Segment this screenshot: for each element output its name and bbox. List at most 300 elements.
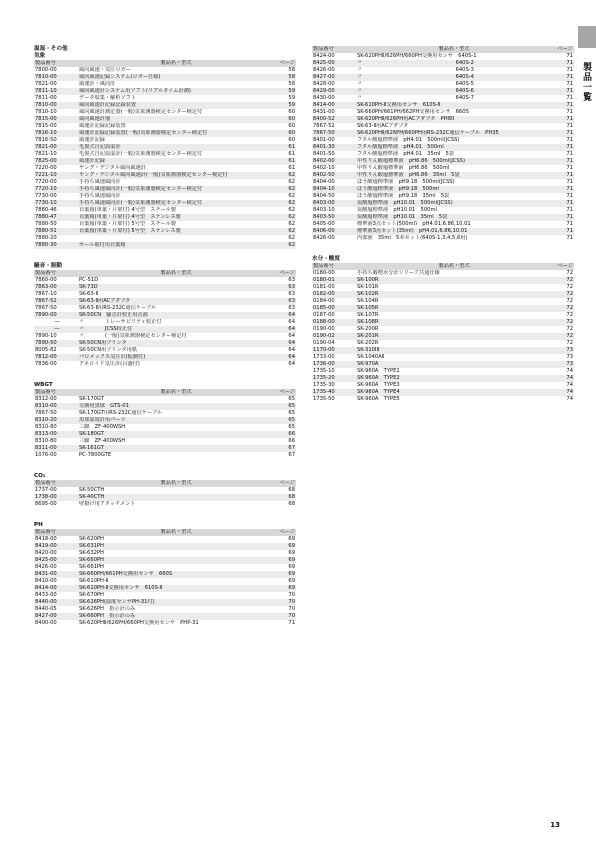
- product-name: SK-620PH: [79, 536, 104, 542]
- page-ref: 71: [566, 214, 573, 220]
- table-row: [34, 144, 296, 151]
- header-page: ページ: [557, 263, 573, 269]
- table-header: [312, 263, 574, 270]
- table-row: [312, 305, 574, 312]
- product-name: 三脚 ZF-400WSH: [79, 438, 126, 444]
- page-ref: 74: [566, 389, 573, 395]
- page-ref: 72: [566, 319, 573, 325]
- product-name: 百葉箱(単葉・片扉付) 4号型 ステンレス製: [79, 214, 181, 220]
- table-row: [312, 382, 574, 389]
- table-row: [34, 396, 296, 403]
- product-name: 手持ち穀物水分計シリーズ共通仕様: [357, 270, 440, 276]
- product-number: 8414-00: [35, 585, 57, 591]
- product-name: SK-202R: [357, 340, 379, 346]
- product-name: 〃 640S-5: [357, 81, 474, 87]
- table-row: [312, 389, 574, 396]
- table-row: [34, 417, 296, 424]
- page-ref: 61: [288, 144, 295, 150]
- product-section: [34, 382, 296, 459]
- product-name: SK-626PH 指示計のみ: [79, 606, 136, 612]
- table-row: [312, 298, 574, 305]
- table-row: [34, 550, 296, 557]
- page-ref: 70: [288, 606, 295, 612]
- product-number: 8310-80: [35, 424, 57, 430]
- page-ref: 60: [288, 130, 295, 136]
- table-row: [312, 186, 574, 193]
- product-number: 8404-00: [313, 179, 335, 185]
- product-number: 7730-00: [35, 193, 57, 199]
- table-row: [34, 438, 296, 445]
- page-ref: 71: [566, 53, 573, 59]
- product-name: SK-107R: [357, 312, 379, 318]
- product-number: 1736-00: [313, 361, 335, 367]
- page-ref: 71: [566, 130, 573, 136]
- product-number: 7867-50: [35, 305, 57, 311]
- product-number: 1735-50: [313, 396, 335, 402]
- product-number: 1076-00: [35, 452, 57, 458]
- page-ref: 71: [566, 179, 573, 185]
- header-page: ページ: [279, 389, 295, 395]
- page-ref: 63: [288, 305, 295, 311]
- page-ref: 72: [566, 340, 573, 346]
- table-row: [34, 410, 296, 417]
- product-name: 風向風速計測定器(一般)気象測器検定センター検定付: [79, 109, 203, 115]
- product-name: 〃 JCSS校正付: [79, 326, 133, 332]
- page-ref: 71: [566, 88, 573, 94]
- product-name: SK-960A TYPE1: [357, 368, 400, 374]
- page-ref: 64: [288, 326, 295, 332]
- product-number: 7800-00: [35, 67, 57, 73]
- product-number: 7890-50: [35, 340, 57, 346]
- product-number: 8427-00: [35, 613, 57, 619]
- product-table: [312, 46, 574, 242]
- table-row: [312, 235, 574, 242]
- product-number: 7720-10: [35, 186, 57, 192]
- page-ref: 72: [566, 298, 573, 304]
- product-name: 手持ち風速風向計: [79, 193, 121, 199]
- product-name: SK-180GT: [79, 431, 104, 437]
- header-product-name: 製品名・型式: [160, 529, 192, 535]
- page-ref: 67: [288, 445, 295, 451]
- product-number: 7890-10: [35, 333, 57, 339]
- header-page: ページ: [557, 46, 573, 52]
- product-name: 中性りん酸塩標準液 pH6.86 35ml 5袋: [357, 172, 460, 178]
- product-table: [34, 480, 296, 508]
- table-row: [34, 599, 296, 606]
- product-number: 7880-50: [35, 221, 57, 227]
- page-ref: 69: [288, 571, 295, 577]
- page-ref: 62: [288, 193, 295, 199]
- product-section: [312, 46, 574, 242]
- page-ref: 59: [288, 88, 295, 94]
- product-name: SK-108R: [357, 319, 379, 325]
- product-name: ヤング・デジタル風向風速計(一般)気象測器検定センター検定付: [79, 172, 228, 178]
- table-row: [312, 368, 574, 375]
- table-row: [312, 228, 574, 235]
- page-ref: 69: [288, 557, 295, 563]
- table-row: [34, 452, 296, 459]
- product-name: 〃 640S-2: [357, 60, 474, 66]
- product-name: 中性りん酸塩標準液 pH6.86 500ml(JCSS): [357, 158, 465, 164]
- page-ref: 72: [566, 270, 573, 276]
- product-number: 8426-00: [313, 67, 335, 73]
- table-row: [312, 137, 574, 144]
- table-row: [312, 200, 574, 207]
- product-name: 交換用黒球 GTS-01: [79, 403, 129, 409]
- page-ref: 66: [288, 431, 295, 437]
- product-name: SK-631PH: [79, 543, 104, 549]
- table-row: [34, 214, 296, 221]
- page-ref: 62: [288, 214, 295, 220]
- page-ref: 62: [288, 221, 295, 227]
- table-row: [312, 53, 574, 60]
- table-row: [34, 564, 296, 571]
- page-ref: 69: [288, 578, 295, 584]
- product-name: SK-661PH: [79, 564, 104, 570]
- page-ref: 60: [288, 137, 295, 143]
- product-name: 手持ち風速風向計(一般)気象測器検定センター検定付: [79, 186, 203, 192]
- product-name: SK-660PH 指示計のみ: [79, 613, 136, 619]
- product-name: パロメックス気圧計(振動付): [79, 354, 146, 360]
- table-row: [34, 592, 296, 599]
- page-ref: 60: [288, 109, 295, 115]
- product-number: 0184-00: [313, 298, 335, 304]
- page-ref: 61: [288, 151, 295, 157]
- product-name: 風速計記録: [79, 137, 105, 143]
- page-ref: 73: [566, 361, 573, 367]
- page-ref: 62: [288, 179, 295, 185]
- table-row: [34, 179, 296, 186]
- product-number: 8424-00: [313, 53, 335, 59]
- product-number: 0190-04: [313, 340, 335, 346]
- product-name: SK-660PH/661PH/662PH交換用センサ 660S: [357, 109, 469, 115]
- table-header: [34, 529, 296, 536]
- header-product-number: 製品番号: [35, 389, 56, 395]
- product-name: SK-670PH: [79, 592, 104, 598]
- product-name: 風速計・風向計: [79, 81, 116, 87]
- product-number: 7890-00: [35, 312, 57, 318]
- page-ref: 71: [566, 95, 573, 101]
- header-product-name: 製品名・型式: [160, 60, 192, 66]
- product-number: 8402-50: [313, 172, 335, 178]
- product-number: 8401-30: [313, 144, 335, 150]
- product-name: 三脚 ZF-400WSH: [79, 424, 126, 430]
- product-number: 1733-00: [313, 354, 335, 360]
- table-row: [34, 193, 296, 200]
- page-ref: 58: [288, 67, 295, 73]
- product-number: 7221-10: [35, 172, 57, 178]
- table-row: [312, 130, 574, 137]
- page-ref: 71: [566, 228, 573, 234]
- table-header: [34, 480, 296, 487]
- left-column: [34, 46, 296, 641]
- product-number: 8404-10: [313, 186, 335, 192]
- page-ref: 71: [566, 172, 573, 178]
- page-ref: 64: [288, 354, 295, 360]
- product-number: 8426-00: [313, 235, 335, 241]
- page-ref: 68: [288, 501, 295, 507]
- table-row: [34, 312, 296, 319]
- table-row: [34, 431, 296, 438]
- right-column: [312, 46, 574, 417]
- product-number: 0181-00: [313, 284, 335, 290]
- page-ref: 71: [566, 165, 573, 171]
- product-number: 7720-00: [35, 179, 57, 185]
- product-name: SK-50CTH: [79, 487, 105, 493]
- page-ref: 71: [288, 620, 295, 626]
- page-number: 13: [550, 821, 560, 829]
- page-ref: 64: [288, 361, 295, 367]
- table-row: [34, 543, 296, 550]
- table-row: [34, 326, 296, 333]
- product-number: 1738-00: [35, 494, 57, 500]
- product-number: 8695-00: [35, 501, 57, 507]
- product-name: 炭酸塩標準液 pH10.01 35ml 5袋: [357, 214, 448, 220]
- product-table: [34, 60, 296, 249]
- header-product-number: 製品番号: [313, 263, 334, 269]
- product-number: 7811-00: [35, 95, 57, 101]
- table-row: [34, 137, 296, 144]
- table-row: [312, 277, 574, 284]
- table-row: [312, 361, 574, 368]
- table-row: [312, 207, 574, 214]
- page-ref: 59: [288, 95, 295, 101]
- product-name: SK-970A: [357, 361, 379, 367]
- page-ref: 65: [288, 403, 295, 409]
- table-row: [34, 606, 296, 613]
- product-number: 8310-80: [35, 438, 57, 444]
- product-number: 8410-00: [35, 578, 57, 584]
- product-number: 8440-05: [35, 606, 57, 612]
- product-number: 7821-00: [35, 81, 57, 87]
- page-ref: 71: [566, 74, 573, 80]
- product-number: 8440-00: [35, 599, 57, 605]
- product-number: 8005-82: [35, 347, 57, 353]
- product-number: 8400-00: [35, 620, 57, 626]
- table-row: [34, 284, 296, 291]
- product-number: 8402-00: [313, 158, 335, 164]
- product-name: PC-7800GTE: [79, 452, 112, 458]
- page-ref: 67: [288, 452, 295, 458]
- page-ref: 62: [288, 235, 295, 241]
- table-row: [34, 347, 296, 354]
- page-ref: 72: [566, 333, 573, 339]
- page-ref: 71: [566, 144, 573, 150]
- product-name: 手持ち風速風向計(一般)気象測器検定センター検定付: [79, 200, 203, 206]
- product-name: データ収集・解析ソフト: [79, 95, 137, 101]
- header-product-name: 製品名・型式: [160, 480, 192, 486]
- table-row: [34, 354, 296, 361]
- table-row: [34, 501, 296, 508]
- product-name: 手持ち風速風向計: [79, 179, 121, 185]
- table-row: [34, 445, 296, 452]
- page-ref: 71: [566, 221, 573, 227]
- table-row: [34, 291, 296, 298]
- table-row: [34, 487, 296, 494]
- page-ref: 72: [566, 277, 573, 283]
- table-row: [312, 221, 574, 228]
- product-name: 標準液3点セット(35ml) pH4.01,6.86,10.01: [357, 228, 468, 234]
- product-name: 〃 640S-3: [357, 67, 474, 73]
- table-row: [312, 172, 574, 179]
- product-number: 0188-00: [313, 319, 335, 325]
- table-row: [34, 130, 296, 137]
- product-number: ―: [54, 326, 60, 332]
- section-subtitle: 気象: [34, 53, 46, 59]
- page-ref: 71: [566, 109, 573, 115]
- product-number: 0190-00: [313, 326, 335, 332]
- product-name: 風速計記録記録装置: [79, 123, 126, 129]
- product-number: 1735-40: [313, 389, 335, 395]
- table-row: [312, 312, 574, 319]
- product-name: 毛髪式自記温湿計(一般)気象測器検定センター検定付: [79, 151, 203, 157]
- header-product-name: 製品名・型式: [160, 389, 192, 395]
- table-row: [34, 557, 296, 564]
- table-row: [34, 319, 296, 326]
- page-ref: 62: [288, 228, 295, 234]
- product-number: 8425-00: [313, 60, 335, 66]
- page-ref: 68: [288, 494, 295, 500]
- table-row: [34, 186, 296, 193]
- page-ref: 58: [288, 74, 295, 80]
- product-name: 炭酸塩標準液 pH10.01 500ml(JCSS): [357, 200, 453, 206]
- page-ref: 64: [288, 340, 295, 346]
- product-name: 〃 トレーサビリティ校正付: [79, 319, 162, 325]
- product-number: 8403-00: [313, 200, 335, 206]
- product-number: 8418-00: [35, 536, 57, 542]
- page-ref: 64: [288, 312, 295, 318]
- product-number: 7836-00: [35, 361, 57, 367]
- product-name: 壁掛け用アタッチメント: [79, 501, 136, 507]
- product-number: 7821-10: [35, 151, 57, 157]
- product-number: 8430-00: [313, 95, 335, 101]
- product-number: 7867-52: [35, 298, 57, 304]
- product-number: 8431-00: [35, 571, 57, 577]
- page-ref: 74: [566, 396, 573, 402]
- page-ref: 73: [566, 354, 573, 360]
- table-row: [34, 571, 296, 578]
- product-name: アネロイド気圧計(目盛付): [79, 361, 140, 367]
- table-row: [312, 291, 574, 298]
- product-name: 風速計記録: [79, 158, 105, 164]
- table-row: [34, 620, 296, 627]
- header-product-number: 製品番号: [35, 529, 56, 535]
- product-section: [312, 256, 574, 403]
- table-row: [312, 123, 574, 130]
- page-ref: 71: [566, 235, 573, 241]
- product-name: SK-310III: [357, 347, 380, 353]
- product-name: SK-200R: [357, 326, 379, 332]
- page-ref: 71: [566, 137, 573, 143]
- table-row: [34, 228, 296, 235]
- product-name: ポール取付用百葉箱: [79, 242, 126, 248]
- product-number: 8310-20: [35, 417, 57, 423]
- product-name: SK-105R: [357, 305, 379, 311]
- product-name: SK-101R: [357, 284, 379, 290]
- table-row: [312, 214, 574, 221]
- product-number: 8433-00: [35, 592, 57, 598]
- product-name: ほう酸塩標準液 pH9.18 35ml 5袋: [357, 193, 450, 199]
- product-number: 7867-52: [313, 123, 335, 129]
- product-number: 7880-51: [35, 228, 57, 234]
- product-name: SK-960A TYPE5: [357, 396, 400, 402]
- table-row: [312, 340, 574, 347]
- header-product-name: 製品名・型式: [160, 270, 192, 276]
- product-number: 7815-00: [35, 116, 57, 122]
- page-ref: 69: [288, 564, 295, 570]
- section-title: CO₂: [34, 473, 46, 479]
- page-ref: 65: [288, 410, 295, 416]
- product-number: 1735-30: [313, 382, 335, 388]
- table-row: [312, 396, 574, 403]
- product-name: 風向風速計記録記録装置: [79, 102, 137, 108]
- product-name: SK-610PH-Ⅱ交換用センサ 610S-Ⅱ: [357, 102, 441, 108]
- table-row: [34, 102, 296, 109]
- table-row: [34, 613, 296, 620]
- page-ref: 71: [566, 158, 573, 164]
- product-name: 〃 640S-6: [357, 88, 474, 94]
- product-name: SK-660PH/661PH交換用センサ 660S: [79, 571, 173, 577]
- page-ref: 64: [288, 333, 295, 339]
- product-number: 0190-02: [313, 333, 335, 339]
- page-ref: 72: [566, 305, 573, 311]
- page-ref: 69: [288, 550, 295, 556]
- table-row: [34, 536, 296, 543]
- product-number: 8312-00: [35, 396, 57, 402]
- table-row: [312, 88, 574, 95]
- product-name: SK-960A TYPE2: [357, 375, 400, 381]
- page-ref: 71: [566, 60, 573, 66]
- table-row: [312, 354, 574, 361]
- table-row: [34, 585, 296, 592]
- table-header: [34, 270, 296, 277]
- page-ref: 63: [288, 298, 295, 304]
- product-number: 8405-00: [313, 221, 335, 227]
- product-name: ほう酸塩標準液 pH9.18 500ml: [357, 186, 439, 192]
- page-ref: 71: [566, 123, 573, 129]
- section-tab-marker: [578, 26, 596, 48]
- product-number: 8420-00: [35, 550, 57, 556]
- table-row: [34, 242, 296, 249]
- product-name: SK-960A TYPE4: [357, 389, 400, 395]
- product-name: SK-201R: [357, 333, 379, 339]
- table-row: [312, 319, 574, 326]
- product-number: 1735-10: [313, 368, 335, 374]
- page-ref: 62: [288, 242, 295, 248]
- product-name: SK-40CTH: [79, 494, 105, 500]
- table-row: [312, 74, 574, 81]
- table-row: [312, 270, 574, 277]
- product-name: 毛髪式自記温湿計: [79, 144, 121, 150]
- product-name: PC-51D: [79, 277, 99, 283]
- product-number: 7811-10: [35, 88, 57, 94]
- product-number: 7825-00: [35, 158, 57, 164]
- product-name: 〃 640S-4: [357, 74, 474, 80]
- table-row: [312, 326, 574, 333]
- page-ref: 64: [288, 347, 295, 353]
- product-name: SK-63-Ⅱ用ACアダプタ: [357, 123, 409, 129]
- section-title: 水分・酸度: [312, 256, 340, 262]
- product-number: 1737-00: [35, 487, 57, 493]
- page-ref: 61: [288, 165, 295, 171]
- page-ref: 71: [566, 116, 573, 122]
- table-header: [312, 46, 574, 53]
- product-name: 風速計記録記録装置(一般)気象測器検定センター検定付: [79, 130, 208, 136]
- page-ref: 60: [288, 116, 295, 122]
- product-name: 黒球温度計用パーツ: [79, 417, 126, 423]
- product-number: 7867-50: [35, 410, 57, 416]
- table-row: [34, 200, 296, 207]
